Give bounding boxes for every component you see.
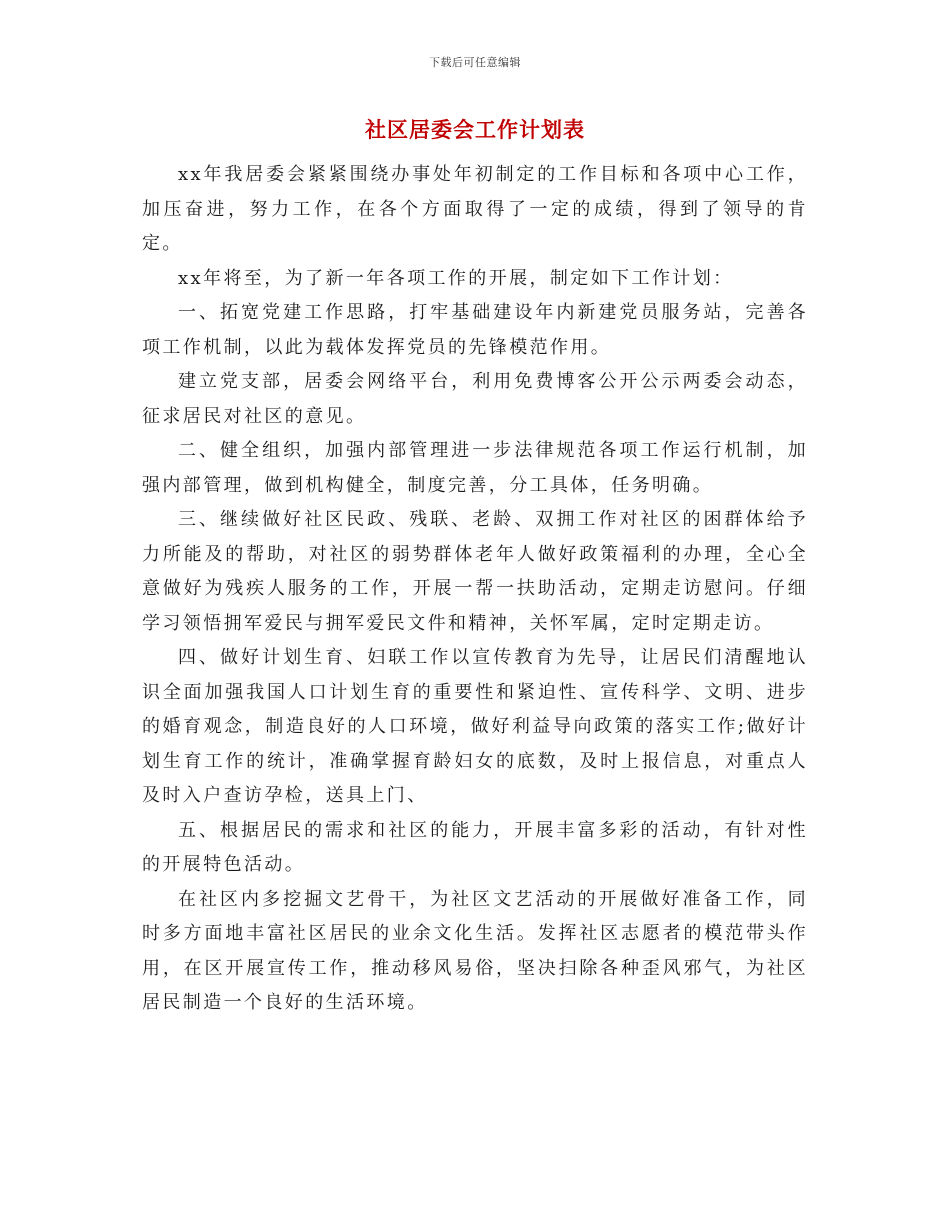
paragraph: 在社区内多挖掘文艺骨干，为社区文艺活动的开展做好准备工作，同时多方面地丰富社区居民的业余文化生活。发挥社区志愿者的模范带头作用，在区开展宣传工作，推动移风易俗，坚决扫除各种歪风邪气，为社区居民制造一个良好的生活环境。 bbox=[142, 888, 808, 1013]
header-note: 下载后可任意编辑 bbox=[429, 56, 521, 69]
document-body bbox=[142, 158, 808, 1021]
paragraph: 五、根据居民的需求和社区的能力，开展丰富多彩的活动，有针对性的开展特色活动。 bbox=[142, 819, 808, 875]
paragraph: 二、健全组织，加强内部管理进一步法律规范各项工作运行机制，加强内部管理，做到机构健全，制度完善，分工具体，任务明确。 bbox=[142, 440, 808, 496]
paragraph: xx年将至，为了新一年各项工作的开展，制定如下工作计划： bbox=[178, 267, 734, 289]
document-title: 社区居委会工作计划表 bbox=[365, 117, 585, 142]
paragraph: xx年我居委会紧紧围绕办事处年初制定的工作目标和各项中心工作，加压奋进，努力工作，在各个方面取得了一定的成绩，得到了领导的肯定。 bbox=[142, 164, 808, 254]
paragraph: 三、继续做好社区民政、残联、老龄、双拥工作对社区的困群体给予力所能及的帮助，对社区的弱势群体老年人做好政策福利的办理，全心全意做好为残疾人服务的工作，开展一帮一扶助活动，定期走访慰问。仔细学习领悟拥军爱民与拥军爱民文件和精神，关怀军属，定时定期走访。 bbox=[142, 509, 808, 634]
paragraph: 一、拓宽党建工作思路，打牢基础建设年内新建党员服务站，完善各项工作机制，以此为载体发挥党员的先锋模范作用。 bbox=[142, 302, 808, 358]
paragraph: 建立党支部，居委会网络平台，利用免费博客公开公示两委会动态，征求居民对社区的意见。 bbox=[142, 371, 808, 427]
paragraph: 四、做好计划生育、妇联工作以宣传教育为先导，让居民们清醒地认识全面加强我国人口计划生育的重要性和紧迫性、宣传科学、文明、进步的婚育观念，制造良好的人口环境，做好利益导向政策的落实工作;做好计划生育工作的统计，准确掌握育龄妇女的底数，及时上报信息，对重点人及时入户查访孕检，送具上门、 bbox=[142, 647, 808, 806]
